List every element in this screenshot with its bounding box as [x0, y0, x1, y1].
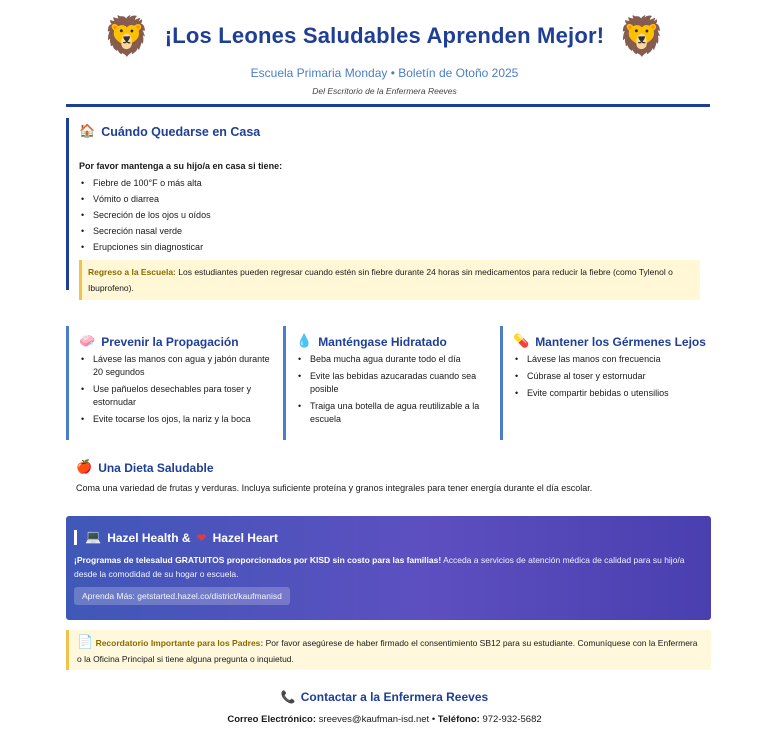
hydrate-section	[283, 326, 497, 440]
note-text: Los estudiantes pueden regresar cuando estén sin fiebre durante 24 horas sin medicamentos para reducir la fiebre (como Tylenol o Ibuprofeno).	[88, 267, 673, 293]
list-item: • Evite compartir bebidas o utensilios	[513, 387, 710, 400]
diet-text: Coma una variedad de frutas y verduras. Incluya suficiente proteína y granos integrales para tener energía durante el día escolar.	[76, 483, 593, 493]
lion-icon: 🦁	[618, 14, 666, 58]
contact-section	[0, 688, 769, 725]
hazel-title-part1: Hazel Health &	[107, 530, 191, 545]
phone-number[interactable]: 972-932-5682	[482, 714, 542, 725]
contact-details	[0, 714, 769, 725]
hydrate-list	[296, 353, 497, 426]
hazel-title	[74, 530, 701, 545]
hazel-title-part2: Hazel Heart	[212, 530, 278, 545]
section-title-text: Prevenir la Propagación	[101, 334, 239, 349]
list-item: • Evite tocarse los ojos, la nariz y la boca	[79, 413, 278, 426]
section-title-text: Manténgase Hidratado	[318, 334, 447, 349]
list-item: • Lávese las manos con agua y jabón durante 20 segundos	[79, 353, 278, 379]
parent-reminder	[66, 630, 711, 670]
newsletter-header	[0, 14, 769, 96]
email-label: Correo Electrónico:	[227, 714, 317, 725]
list-item: • Evite las bebidas azucaradas cuando sea posible	[296, 370, 497, 396]
hydrate-title	[296, 334, 497, 349]
pill-icon: 💊	[513, 334, 530, 349]
germs-list	[513, 353, 710, 400]
list-item: • Secreción de los ojos u oídos	[79, 209, 710, 222]
water-drop-icon: 💧	[296, 334, 313, 349]
diet-title	[76, 460, 710, 475]
reminder-label: Recordatorio Importante para los Padres:	[95, 638, 264, 648]
learn-more-link[interactable]: Aprenda Más: getstarted.hazel.co/district/kaufmanisd	[74, 587, 290, 605]
phone-label: Teléfono:	[437, 714, 480, 725]
soap-icon: 🧼	[79, 334, 96, 349]
diet-section	[66, 452, 710, 493]
phone-icon: 📞	[280, 690, 296, 704]
symptom-list	[79, 177, 710, 254]
note-label: Regreso a la Escuela:	[88, 267, 176, 277]
return-to-school-note	[79, 260, 700, 300]
document-icon: 📄	[77, 635, 94, 650]
section-title-text: Cuándo Quedarse en Casa	[101, 124, 261, 139]
germs-title	[513, 334, 710, 349]
germs-section	[500, 326, 710, 440]
heart-icon: ❤	[196, 530, 207, 545]
prevent-list	[79, 353, 278, 426]
hazel-text: Acceda a servicios de atención médica de calidad para su hijo/a desde la comodidad de su hogar o escuela.	[74, 555, 685, 579]
subtitle: Escuela Primaria Monday • Boletín de Otoño 2025	[250, 66, 519, 80]
header-divider	[66, 104, 710, 107]
section-title-text: Una Dieta Saludable	[98, 460, 214, 475]
list-item: • Lávese las manos con frecuencia	[513, 353, 710, 366]
list-item: • Use pañuelos desechables para toser y estornudar	[79, 383, 278, 409]
list-item: • Vómito o diarrea	[79, 193, 710, 206]
list-item: • Traiga una botella de agua reutilizable a la escuela	[296, 400, 497, 426]
separator: •	[431, 714, 436, 725]
stay-home-title	[79, 124, 710, 139]
list-item: • Erupciones sin diagnosticar	[79, 241, 710, 254]
computer-icon: 💻	[85, 530, 102, 545]
stay-home-lead: Por favor mantenga a su hijo/a en casa si tiene:	[79, 161, 283, 171]
title-row	[0, 14, 769, 58]
hazel-bold-text: ¡Programas de telesalud GRATUITOS proporcionados por KISD sin costo para las familias!	[74, 555, 442, 565]
contact-title-text: Contactar a la Enfermera Reeves	[300, 690, 489, 704]
email-address[interactable]: sreeves@kaufman-isd.net	[318, 714, 430, 725]
list-item: • Secreción nasal verde	[79, 225, 710, 238]
list-item: • Fiebre de 100°F o más alta	[79, 177, 710, 190]
prevent-section	[66, 326, 278, 440]
lion-icon: 🦁	[103, 14, 151, 58]
contact-title	[281, 690, 488, 704]
page-title: ¡Los Leones Saludables Aprenden Mejor!	[164, 23, 605, 48]
stay-home-section	[66, 118, 710, 293]
hazel-description	[74, 553, 701, 581]
house-icon: 🏠	[79, 124, 96, 139]
list-item: • Cúbrase al toser y estornudar	[513, 370, 710, 383]
list-item: • Beba mucha agua durante todo el día	[296, 353, 497, 366]
hazel-health-banner	[66, 516, 711, 620]
byline: Del Escritorio de la Enfermera Reeves	[312, 86, 457, 96]
section-title-text: Mantener los Gérmenes Lejos	[535, 334, 706, 349]
prevent-title	[79, 334, 278, 349]
reminder-text: Por favor asegúrese de haber firmado el consentimiento SB12 para su estudiante. Comuníquese con la Enfermera o la Oficina Principal si tiene alguna pregunta o inquietud.	[77, 638, 698, 664]
apple-icon: 🍎	[76, 460, 93, 475]
